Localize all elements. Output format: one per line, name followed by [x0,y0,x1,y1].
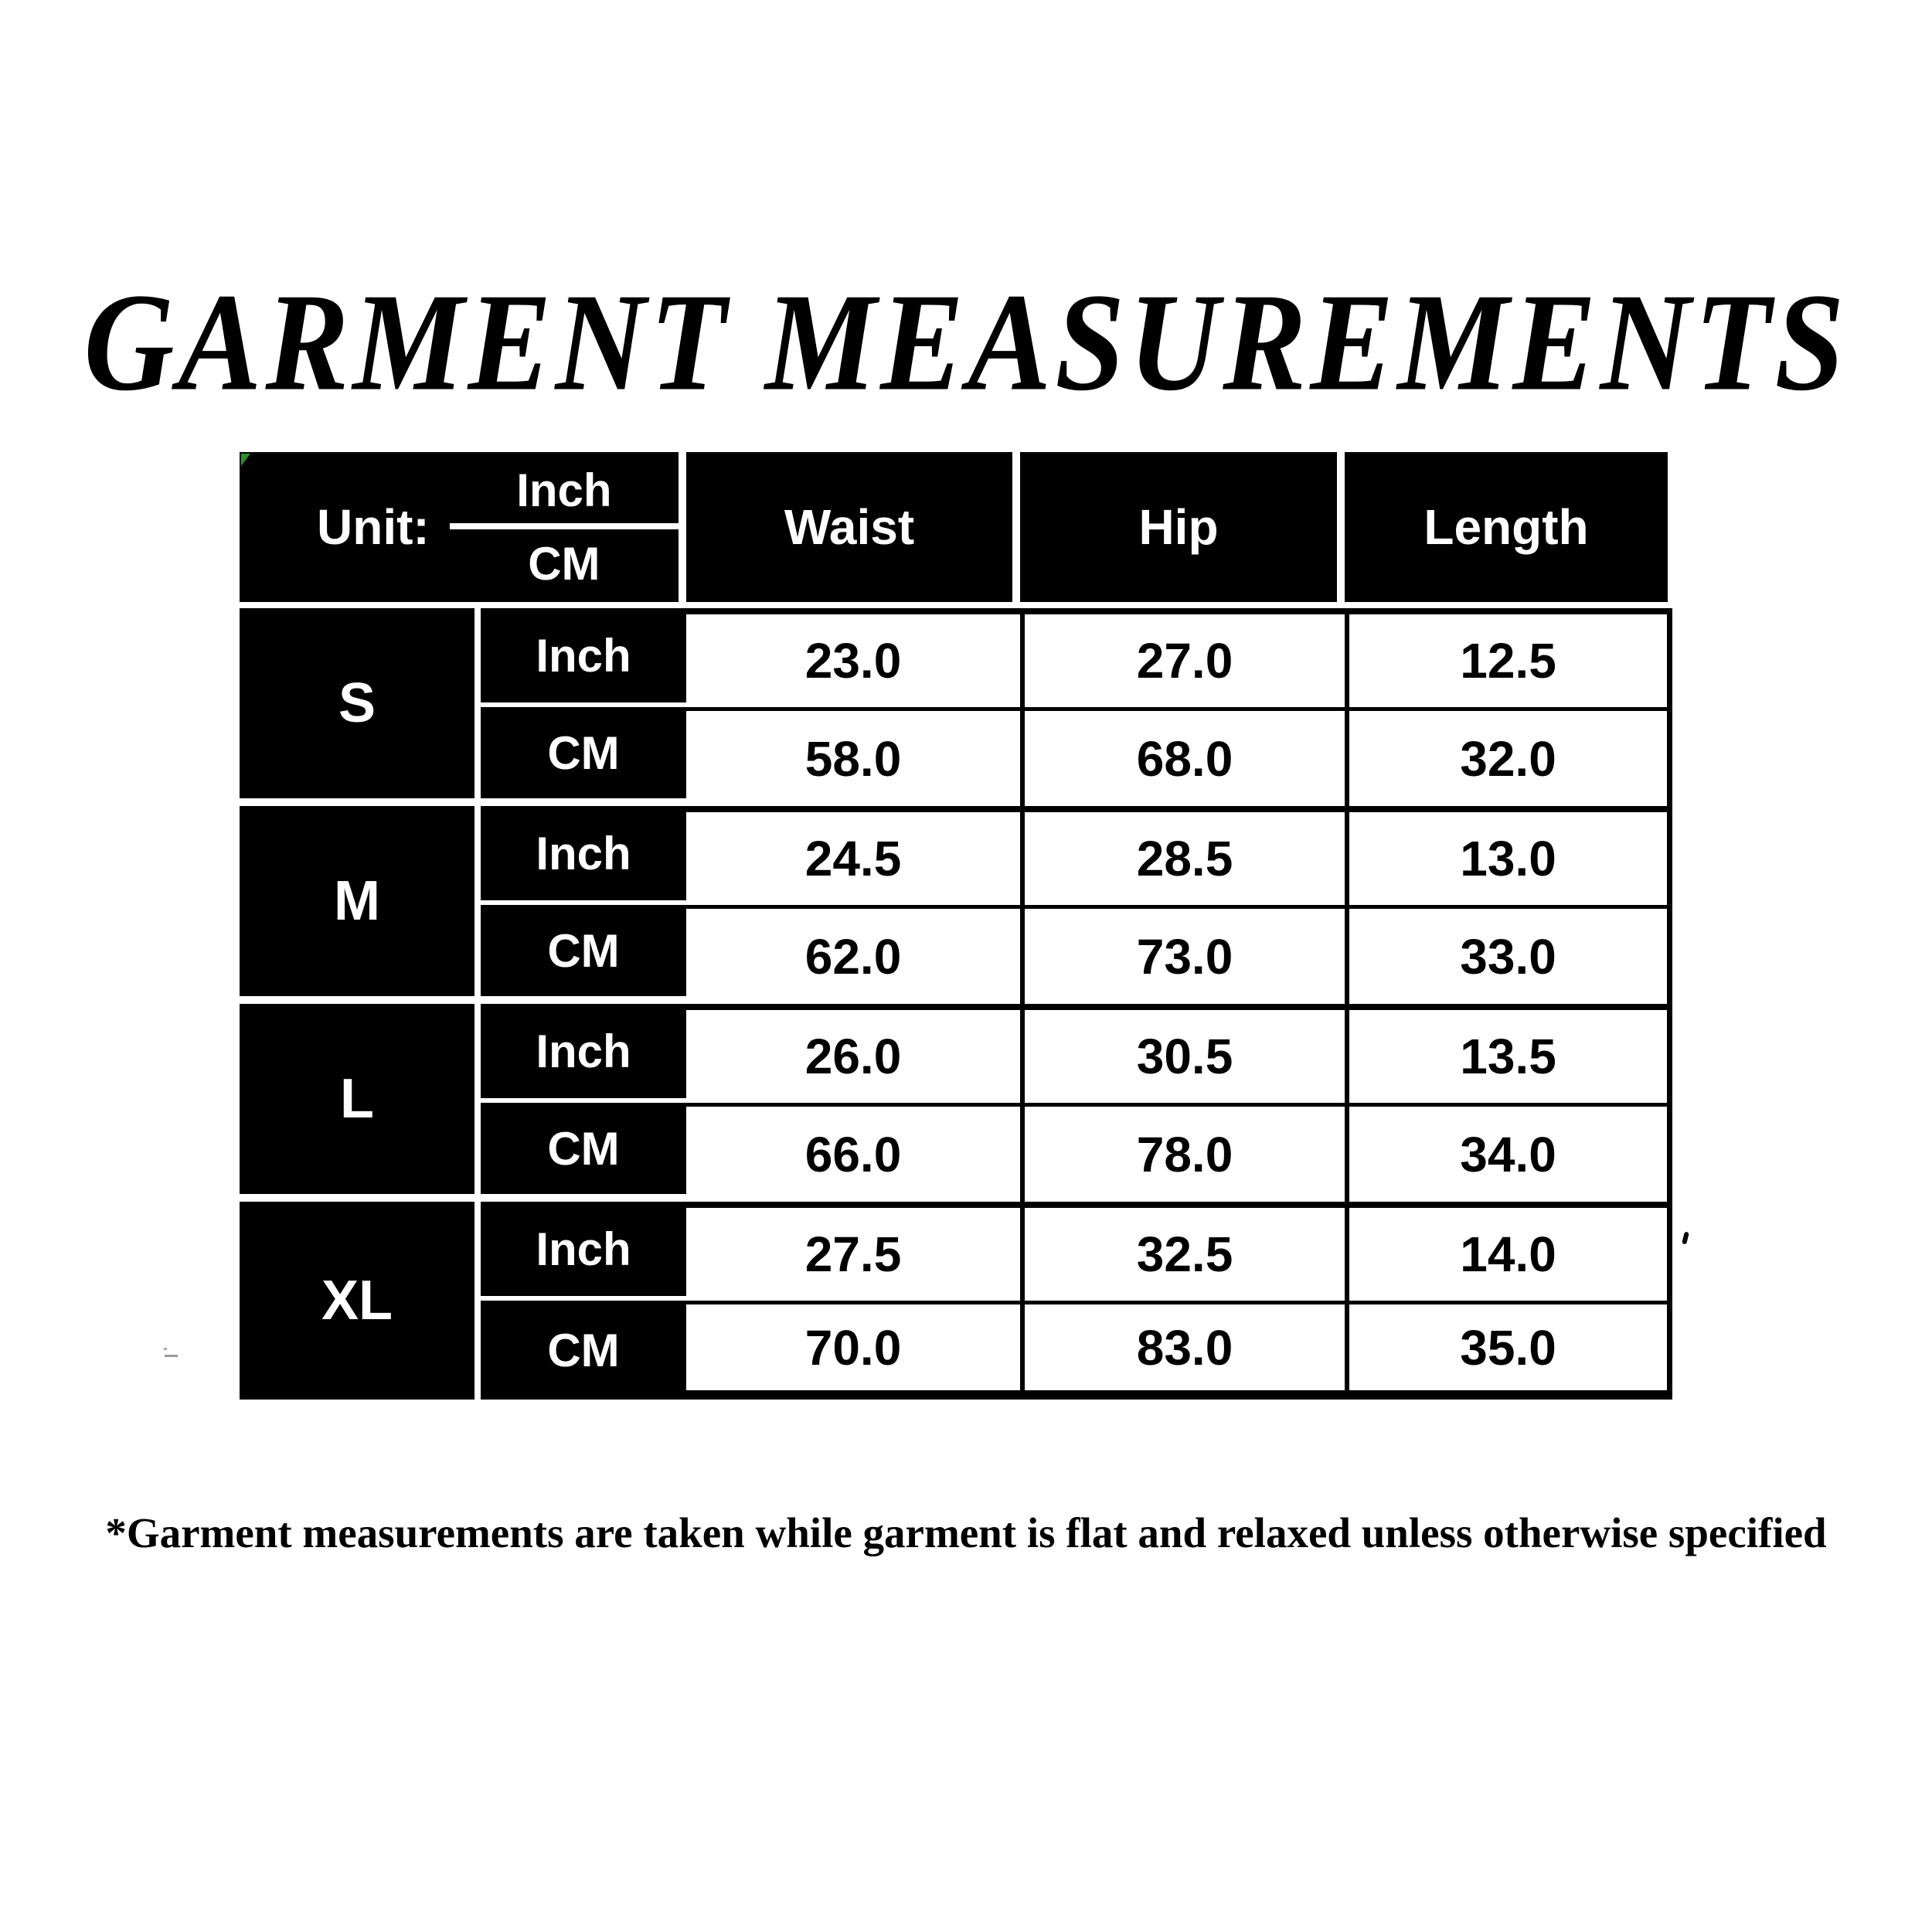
l-cm-length: 34.0 [1345,1103,1672,1202]
l-inch-hip: 30.5 [1020,1004,1345,1103]
size-label-m: M [240,806,481,1004]
stray-apostrophe-mark [1682,1232,1689,1245]
unit-header-cell [240,452,686,608]
s-inch-label: Inch [481,608,686,707]
xl-cm-waist: 70.0 [686,1301,1020,1400]
stray-dash-mark [165,1355,178,1357]
l-cm-hip: 78.0 [1020,1103,1345,1202]
measurement-table [240,452,1672,1400]
unit-inch-label: Inch [516,464,612,516]
size-label-l: L [240,1004,481,1202]
m-cm-length: 33.0 [1345,905,1672,1004]
column-header-length: Length [1345,452,1672,608]
l-inch-waist: 26.0 [686,1004,1020,1103]
m-inch-length: 13.0 [1345,806,1672,905]
xl-cm-hip: 83.0 [1020,1301,1345,1400]
xl-inch-label: Inch [481,1202,686,1301]
m-cm-waist: 62.0 [686,905,1020,1004]
s-inch-length: 12.5 [1345,608,1672,707]
s-cm-label: CM [481,707,686,806]
stray-dot-mark [164,1348,167,1350]
m-inch-hip: 28.5 [1020,806,1345,905]
s-cm-waist: 58.0 [686,707,1020,806]
l-cm-label: CM [481,1103,686,1202]
unit-label: Unit: [317,499,430,555]
l-inch-length: 13.5 [1345,1004,1672,1103]
xl-inch-length: 14.0 [1345,1202,1672,1301]
s-inch-waist: 23.0 [686,608,1020,707]
xl-inch-waist: 27.5 [686,1202,1020,1301]
l-cm-waist: 66.0 [686,1103,1020,1202]
l-inch-label: Inch [481,1004,686,1103]
s-cm-hip: 68.0 [1020,707,1345,806]
m-inch-label: Inch [481,806,686,905]
m-cm-label: CM [481,905,686,1004]
m-inch-waist: 24.5 [686,806,1020,905]
corner-green-mark [241,454,250,466]
xl-cm-label: CM [481,1301,686,1400]
fraction-divider-line [450,523,679,529]
footnote-text: *Garment measurements are taken while garment is flat and relaxed unless otherwise specified [105,1509,1827,1556]
size-label-xl: XL [240,1202,481,1400]
unit-fraction [450,464,679,590]
column-header-waist: Waist [686,452,1020,608]
xl-inch-hip: 32.5 [1020,1202,1345,1301]
unit-cm-label: CM [528,538,600,590]
xl-cm-length: 35.0 [1345,1301,1672,1400]
column-header-hip: Hip [1020,452,1345,608]
s-cm-length: 32.0 [1345,707,1672,806]
s-inch-hip: 27.0 [1020,608,1345,707]
page-title: GARMENT MEASUREMENTS [83,265,1849,420]
size-label-s: S [240,608,481,806]
m-cm-hip: 73.0 [1020,905,1345,1004]
